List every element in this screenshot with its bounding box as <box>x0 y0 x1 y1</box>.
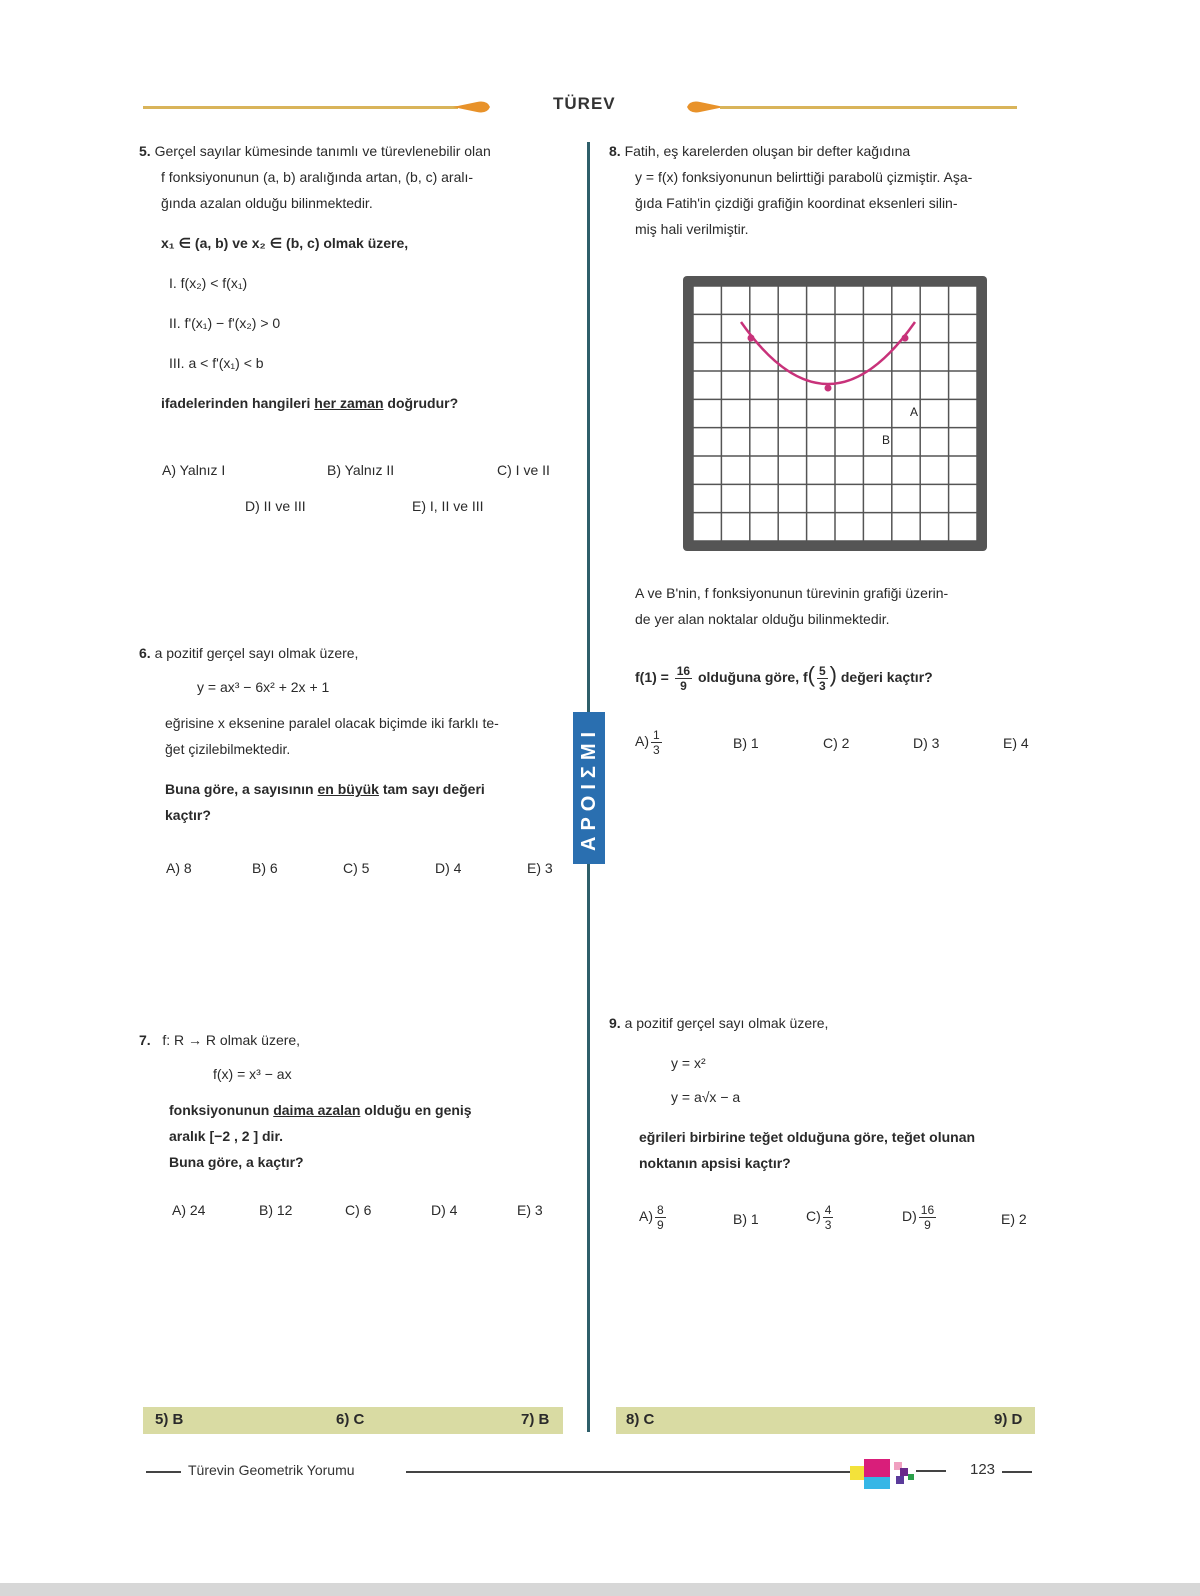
q8-option-a-label: A) <box>635 733 649 750</box>
q8-given-lhs: f(1) = <box>635 669 669 685</box>
q9-option-e[interactable]: E) 2 <box>1001 1211 1027 1227</box>
q6-option-c[interactable]: C) 5 <box>343 860 370 876</box>
q7-option-e[interactable]: E) 3 <box>517 1202 543 1218</box>
q9-text-line1: a pozitif gerçel sayı olmak üzere, <box>624 1015 829 1031</box>
q7-question-line2: aralık [−2 , 2 ] dir. <box>169 1128 284 1144</box>
parabola-grid-figure <box>683 276 987 551</box>
q8-given-end: değeri kaçtır? <box>840 669 933 685</box>
q5-text-line3: ğında azalan olduğu bilinmektedir. <box>161 195 373 211</box>
q5-question <box>139 390 559 416</box>
q7-option-d[interactable]: D) 4 <box>431 1202 458 1218</box>
q7-equation: f(x) = x³ − ax <box>213 1066 292 1082</box>
q5-text-line1: Gerçel sayılar kümesinde tanımlı ve türevlenebilir olan <box>154 143 491 159</box>
question-9 <box>609 1010 1039 1176</box>
q8-given-numerator: 16 <box>676 663 691 678</box>
question-7 <box>139 1027 569 1175</box>
q9-option-c-denominator: 3 <box>824 1218 832 1232</box>
q8-given-fraction <box>675 664 692 693</box>
q5-question-underlined: her zaman <box>314 395 384 411</box>
q9-equation-2: y = a√x − a <box>671 1089 741 1105</box>
header-arrow-left-icon <box>686 96 724 118</box>
q5-question-part2: doğrudur? <box>383 395 459 411</box>
q5-option-a[interactable]: A) Yalnız I <box>162 462 226 478</box>
point-b-label: B <box>882 433 891 447</box>
q9-option-a-label: A) <box>639 1208 653 1225</box>
q9-option-b[interactable]: B) 1 <box>733 1211 759 1227</box>
q8-option-a-numerator: 1 <box>653 728 660 742</box>
q9-option-c-numerator: 4 <box>824 1203 832 1217</box>
q7-option-c[interactable]: C) 6 <box>345 1202 372 1218</box>
q5-statement-1: I. f(x₂) < f(x₁) <box>169 275 248 291</box>
q9-option-a[interactable] <box>639 1203 668 1232</box>
q6-option-d[interactable]: D) 4 <box>435 860 462 876</box>
q5-option-e[interactable]: E) I, II ve III <box>412 498 484 514</box>
q8-option-a[interactable] <box>635 728 664 757</box>
q8-paren-open: ( <box>807 662 815 687</box>
q6-option-b[interactable]: B) 6 <box>252 860 278 876</box>
q6-question-part2: tam sayı değeri <box>378 781 485 797</box>
q9-option-d-denominator: 9 <box>924 1218 931 1232</box>
q5-condition: x₁ ∈ (a, b) ve x₂ ∈ (b, c) olmak üzere, <box>161 235 409 251</box>
q8-text-line6: de yer alan noktalar olduğu bilinmektedir. <box>635 611 890 627</box>
q8-text-line1: Fatih, eş karelerden oluşan bir defter kağıdına <box>624 143 911 159</box>
q6-text-line1: a pozitif gerçel sayı olmak üzere, <box>154 645 359 661</box>
header-rule-right <box>720 106 1017 109</box>
q6-equation: y = ax³ − 6x² + 2x + 1 <box>197 679 330 695</box>
q8-option-a-fraction <box>651 728 662 757</box>
q9-option-c-label: C) <box>806 1208 821 1225</box>
q9-option-d[interactable] <box>902 1203 938 1232</box>
footer-rule-left <box>146 1471 181 1473</box>
answer-7: 7) B <box>521 1411 550 1428</box>
q5-number: 5. <box>139 143 151 159</box>
q6-question-part3: kaçtır? <box>165 807 211 823</box>
q9-option-d-numerator: 16 <box>920 1203 935 1217</box>
q7-question-line1 <box>139 1097 569 1123</box>
q9-option-a-denominator: 9 <box>657 1218 664 1232</box>
point-a-label: A <box>910 405 919 419</box>
answer-8: 8) C <box>626 1411 655 1428</box>
q6-option-a[interactable]: A) 8 <box>166 860 192 876</box>
parabola-point-left <box>748 335 755 342</box>
question-6 <box>139 640 569 828</box>
parabola-vertex <box>825 385 832 392</box>
q9-option-a-fraction <box>655 1203 666 1232</box>
q8-paren-close: ) <box>829 662 837 687</box>
side-logo <box>573 712 605 864</box>
q5-statement-2: II. f'(x₁) − f'(x₂) > 0 <box>169 315 281 331</box>
page-title: TÜREV <box>553 94 616 113</box>
q7-option-a[interactable]: A) 24 <box>172 1202 206 1218</box>
q8-argument-fraction <box>817 664 828 693</box>
answer-9: 9) D <box>994 1411 1023 1428</box>
question-8-body <box>635 580 1035 632</box>
q8-text-line3: ğıda Fatih'in çizdiği grafiğin koordinat eksenleri silin- <box>635 195 958 211</box>
q8-question <box>635 655 1055 697</box>
bottom-band <box>0 1583 1200 1596</box>
q6-number: 6. <box>139 645 151 661</box>
q6-question <box>139 776 569 802</box>
q5-option-d[interactable]: D) II ve III <box>245 498 306 514</box>
q9-question-line1: eğrileri birbirine teğet olduğuna göre, teğet olunan <box>639 1129 976 1145</box>
q7-option-b[interactable]: B) 12 <box>259 1202 293 1218</box>
q5-text-line2: f fonksiyonunun (a, b) aralığında artan, (b, c) aralı- <box>161 169 474 185</box>
page-number: 123 <box>970 1461 996 1478</box>
q8-given-middle: olduğuna göre, f <box>697 669 808 685</box>
header-arrow-right-icon <box>453 96 491 118</box>
footer-rule-middle <box>406 1471 861 1473</box>
q8-option-e[interactable]: E) 4 <box>1003 735 1029 751</box>
q9-option-d-fraction <box>919 1203 936 1232</box>
q7-number: 7. <box>139 1032 151 1048</box>
q7-question-underlined: daima azalan <box>273 1102 361 1118</box>
q8-option-a-denominator: 3 <box>653 743 660 757</box>
answer-5: 5) B <box>155 1411 184 1428</box>
header-rule-left <box>143 106 458 109</box>
question-8 <box>609 138 1034 242</box>
q9-equation-1: y = x² <box>671 1055 706 1071</box>
parabola-point-right <box>902 335 909 342</box>
q6-option-e[interactable]: E) 3 <box>527 860 553 876</box>
q9-option-a-numerator: 8 <box>657 1203 664 1217</box>
answer-key-left <box>143 1407 563 1434</box>
q9-question-line2: noktanın apsisi kaçtır? <box>639 1155 791 1171</box>
q5-option-b[interactable]: B) Yalnız II <box>327 462 395 478</box>
footer-decoration-icon <box>850 1456 960 1492</box>
q6-text-line3: ğet çizilebilmektedir. <box>165 741 291 757</box>
q8-text-line2: y = f(x) fonksiyonunun belirttiği parabolü çizmiştir. Aşa- <box>635 169 973 185</box>
q9-option-d-label: D) <box>902 1208 917 1225</box>
q8-argument-numerator: 5 <box>818 663 826 678</box>
footer-topic: Türevin Geometrik Yorumu <box>188 1462 355 1478</box>
side-logo-text: APOIΣMI <box>578 725 600 851</box>
q5-option-c[interactable]: C) I ve II <box>497 462 550 478</box>
q7-text-line1: f: R → R olmak üzere, <box>162 1032 301 1048</box>
q9-number: 9. <box>609 1015 621 1031</box>
q8-text-line4: miş hali verilmiştir. <box>635 221 749 237</box>
answer-6: 6) C <box>336 1411 365 1428</box>
q8-number: 8. <box>609 143 621 159</box>
q8-option-c[interactable]: C) 2 <box>823 735 850 751</box>
q7-question-line3: Buna göre, a kaçtır? <box>169 1154 304 1170</box>
q5-question-part1: ifadelerinden hangileri <box>161 395 315 411</box>
q7-question-part2: olduğu en geniş <box>360 1102 472 1118</box>
answer-key-right <box>616 1407 1035 1434</box>
q6-question-part1: Buna göre, a sayısının <box>165 781 318 797</box>
q8-given-denominator: 9 <box>680 678 687 693</box>
q9-option-c-fraction <box>823 1203 834 1232</box>
q8-option-b[interactable]: B) 1 <box>733 735 759 751</box>
q8-argument-denominator: 3 <box>818 678 826 693</box>
question-5 <box>139 138 559 416</box>
q7-question-part1: fonksiyonunun <box>169 1102 274 1118</box>
footer-rule-right <box>1002 1471 1032 1473</box>
q6-question-underlined: en büyük <box>317 781 379 797</box>
q6-text-line2: eğrisine x eksenine paralel olacak biçimde iki farklı te- <box>165 715 499 731</box>
parabola-grid-svg <box>683 276 987 551</box>
q8-option-d[interactable]: D) 3 <box>913 735 940 751</box>
q9-option-c[interactable] <box>806 1203 835 1232</box>
q8-text-line5: A ve B'nin, f fonksiyonunun türevinin grafiği üzerin- <box>635 585 949 601</box>
q5-statement-3: III. a < f'(x₁) < b <box>169 355 264 371</box>
